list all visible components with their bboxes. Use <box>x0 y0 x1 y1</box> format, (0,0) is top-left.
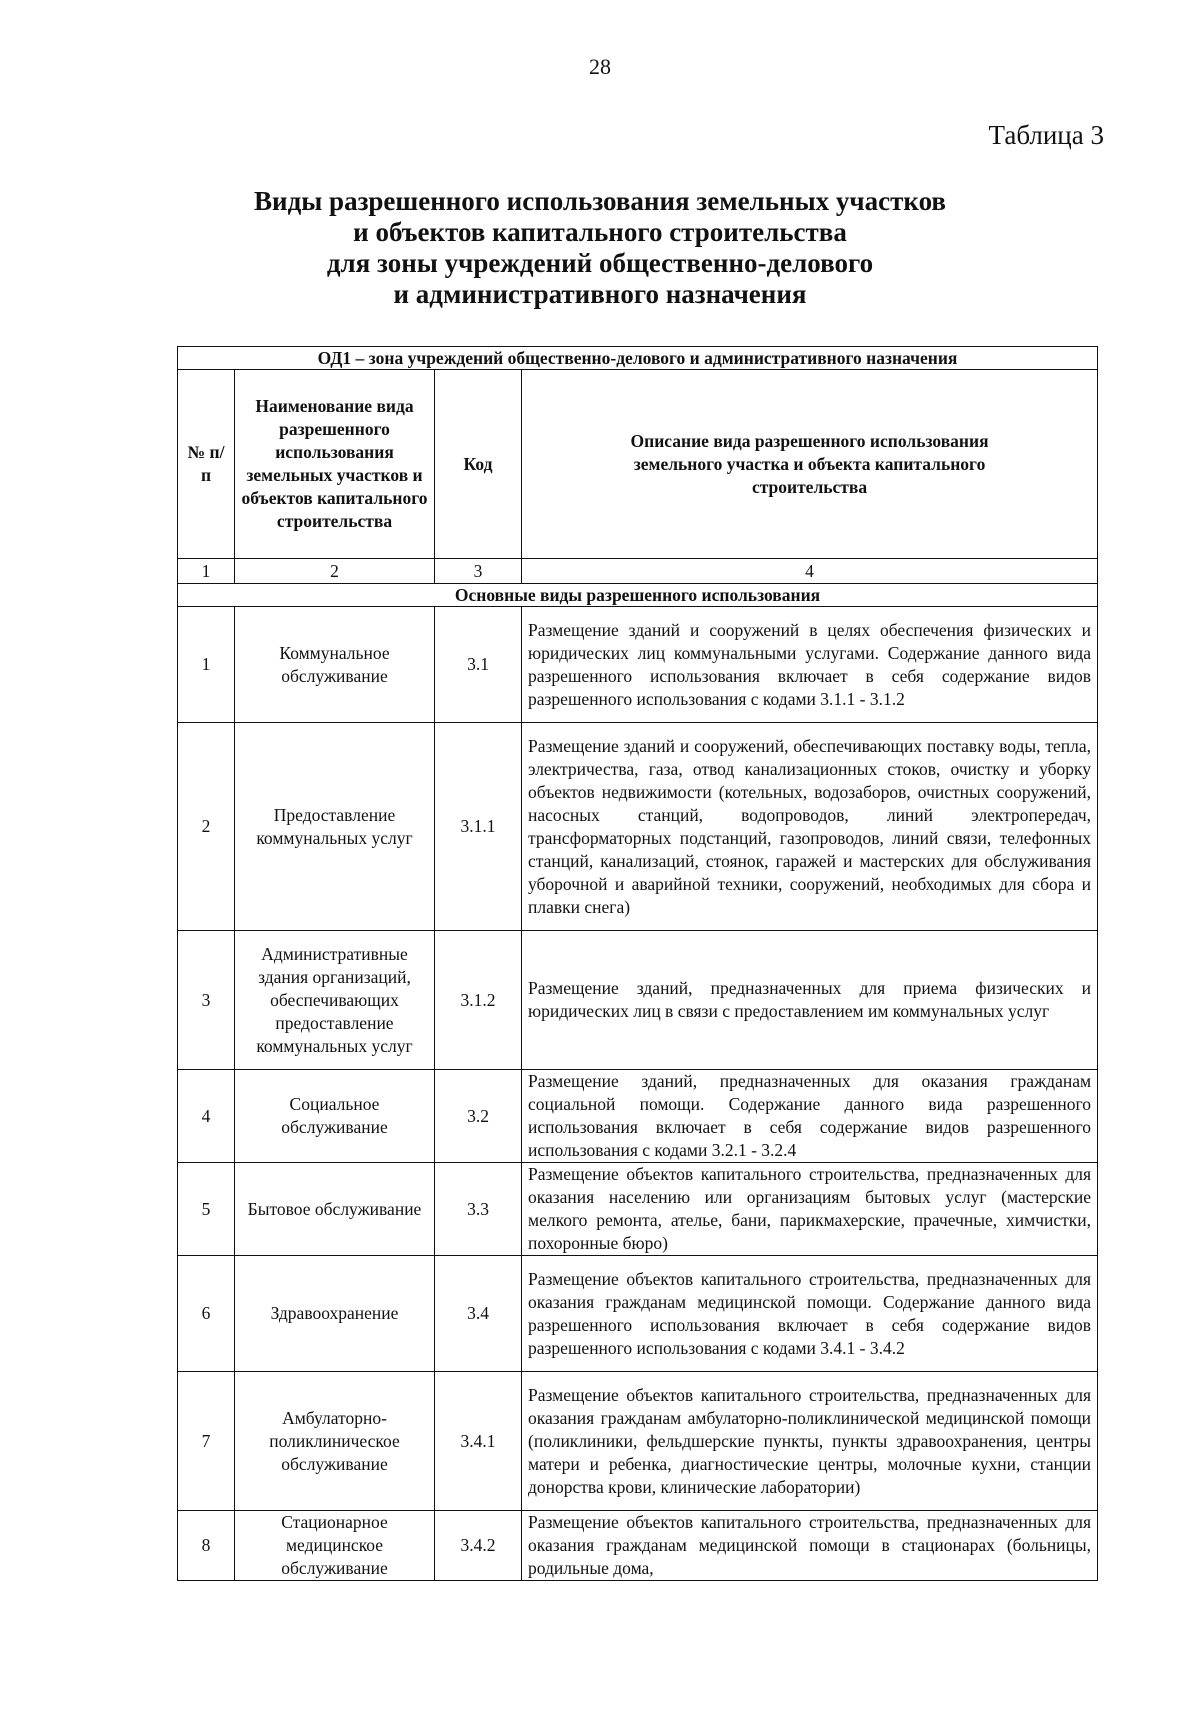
page-number: 28 <box>589 54 611 79</box>
row-description: Размещение объектов капитального строительства, предназначенных для оказания населению или организациям бытовых услуг (мастерские мелкого ремонта, ателье, бани, парикмахерские, прачечные, химчистки, похоронные бюро) <box>522 1163 1098 1256</box>
table-label: Таблица 3 <box>988 120 1104 150</box>
row-name: Социальное обслуживание <box>235 1070 435 1163</box>
title-line: Виды разрешенного использования земельных участков <box>254 186 946 216</box>
row-name: Здравоохранение <box>235 1256 435 1372</box>
row-name: Амбулаторно-поликлиническое обслуживание <box>235 1372 435 1511</box>
table-row <box>178 607 1098 723</box>
row-name: Предоставление коммунальных услуг <box>235 723 435 931</box>
row-num: 1 <box>178 607 235 723</box>
row-code: 3.1 <box>435 607 522 723</box>
title-line: и административного назначения <box>393 279 807 309</box>
row-num: 4 <box>178 1070 235 1163</box>
document-title <box>0 186 1200 310</box>
zone-header-row <box>178 347 1098 370</box>
row-num: 3 <box>178 931 235 1070</box>
row-name: Бытовое обслуживание <box>235 1163 435 1256</box>
table-row <box>178 1511 1098 1581</box>
zone-header: ОД1 – зона учреждений общественно-делового и административного назначения <box>178 347 1098 370</box>
row-num: 5 <box>178 1163 235 1256</box>
table-row <box>178 723 1098 931</box>
title-line: и объектов капитального строительства <box>353 217 847 247</box>
column-number: 1 <box>178 559 235 584</box>
column-number: 2 <box>235 559 435 584</box>
row-name: Административные здания организаций, обеспечивающих предоставление коммунальных услуг <box>235 931 435 1070</box>
row-name: Стационарное медицинское обслуживание <box>235 1511 435 1581</box>
header-name: Наименование вида разрешенного использования земельных участков и объектов капитального строительства <box>235 370 435 559</box>
row-code: 3.2 <box>435 1070 522 1163</box>
header-num: № п/п <box>178 370 235 559</box>
title-line: для зоны учреждений общественно-делового <box>326 248 874 278</box>
table-row <box>178 1372 1098 1511</box>
row-num: 7 <box>178 1372 235 1511</box>
row-code: 3.4.1 <box>435 1372 522 1511</box>
row-description: Размещение зданий и сооружений, обеспечивающих поставку воды, тепла, электричества, газа, отвод канализационных стоков, очистку и уборку объектов недвижимости (котельных, водозаборов, очистных сооружений, насосных станций, водопроводов, линий электропередач, трансформаторных подстанций, газопроводов, линий связи, телефонных станций, канализаций, стоянок, гаражей и мастерских для обслуживания уборочной и аварийной техники, сооружений, необходимых для сбора и плавки снега) <box>522 723 1098 931</box>
column-number: 4 <box>522 559 1098 584</box>
column-number-row <box>178 559 1098 584</box>
table-row <box>178 1163 1098 1256</box>
header-code: Код <box>435 370 522 559</box>
row-num: 6 <box>178 1256 235 1372</box>
row-code: 3.1.1 <box>435 723 522 931</box>
permitted-use-table <box>177 346 1098 1581</box>
column-number: 3 <box>435 559 522 584</box>
row-description: Размещение зданий, предназначенных для приема физических и юридических лиц в связи с предоставлением им коммунальных услуг <box>522 931 1098 1070</box>
row-description: Размещение зданий, предназначенных для оказания гражданам социальной помощи. Содержание данного вида разрешенного использования включает в себя содержание видов разрешенного использования с кодами 3.2.1 - 3.2.4 <box>522 1070 1098 1163</box>
header-description: Описание вида разрешенного использования земельного участка и объекта капитального строительства <box>522 370 1098 559</box>
row-description: Размещение объектов капитального строительства, предназначенных для оказания гражданам медицинской помощи. Содержание данного вида разрешенного использования включает в себя содержание видов разрешенного использования с кодами 3.4.1 - 3.4.2 <box>522 1256 1098 1372</box>
row-description: Размещение зданий и сооружений в целях обеспечения физических и юридических лиц коммунальными услугами. Содержание данного вида разрешенного использования включает в себя содержание видов разрешенного использования с кодами 3.1.1 - 3.1.2 <box>522 607 1098 723</box>
column-header-row <box>178 370 1098 559</box>
row-description: Размещение объектов капитального строительства, предназначенных для оказания гражданам медицинской помощи в стационарах (больницы, родильные дома, <box>522 1511 1098 1581</box>
row-num: 8 <box>178 1511 235 1581</box>
table-row <box>178 1256 1098 1372</box>
row-name: Коммунальное обслуживание <box>235 607 435 723</box>
row-code: 3.1.2 <box>435 931 522 1070</box>
section-title: Основные виды разрешенного использования <box>178 584 1098 607</box>
row-code: 3.4.2 <box>435 1511 522 1581</box>
row-code: 3.3 <box>435 1163 522 1256</box>
row-code: 3.4 <box>435 1256 522 1372</box>
table-row <box>178 1070 1098 1163</box>
section-row <box>178 584 1098 607</box>
row-num: 2 <box>178 723 235 931</box>
table-row <box>178 931 1098 1070</box>
row-description: Размещение объектов капитального строительства, предназначенных для оказания гражданам амбулаторно-поликлинической медицинской помощи (поликлиники, фельдшерские пункты, пункты здравоохранения, центры матери и ребенка, диагностические центры, молочные кухни, станции донорства крови, клинические лаборатории) <box>522 1372 1098 1511</box>
